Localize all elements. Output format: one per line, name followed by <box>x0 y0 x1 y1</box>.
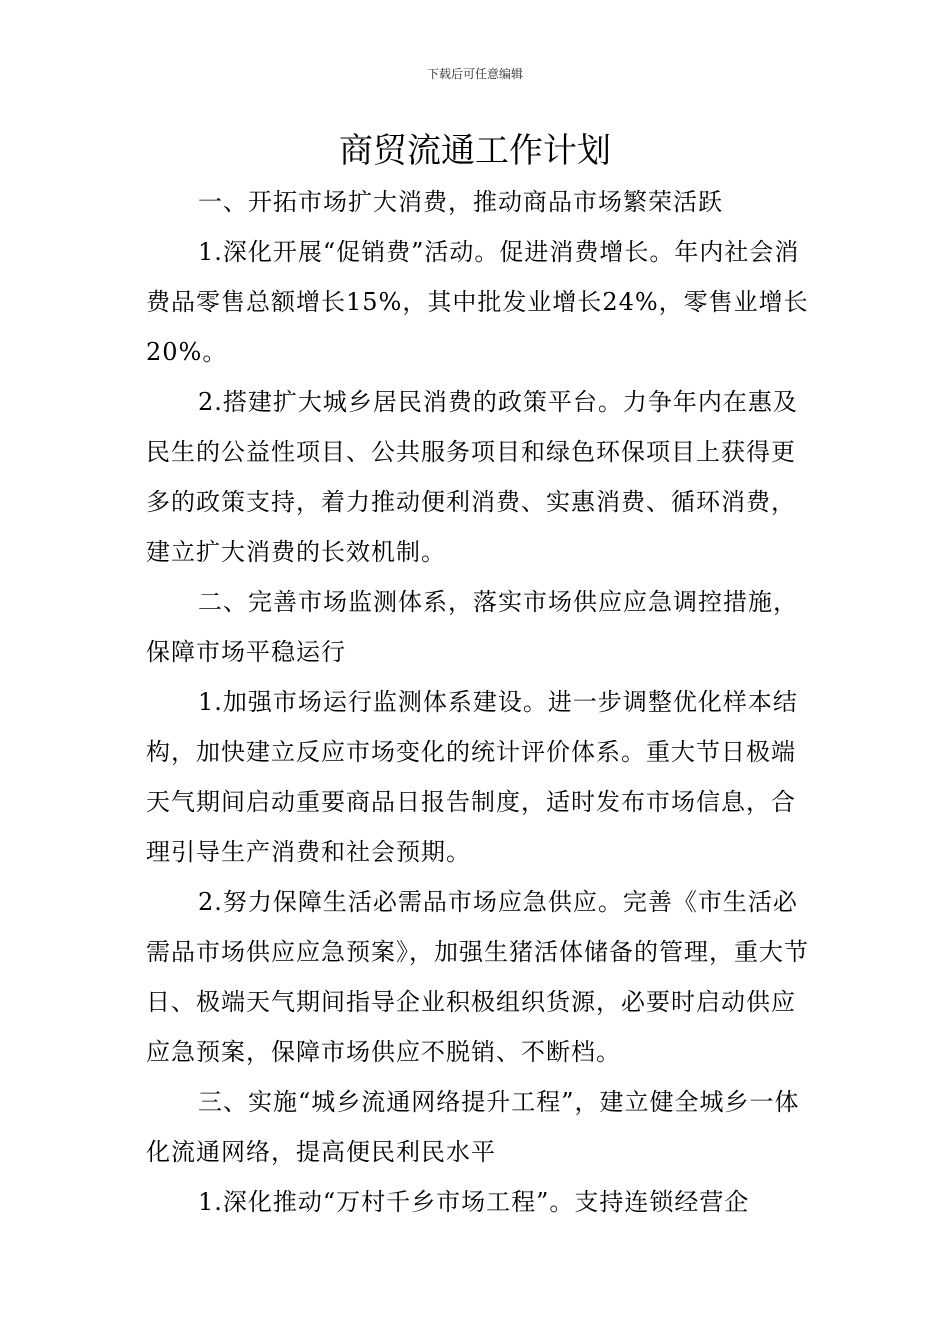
body-paragraph: 1.深化开展“促销费”活动。促进消费增长。年内社会消费品零售总额增长15%，其中批发业增长24%，零售业增长20%。 <box>146 238 809 366</box>
body-paragraph: 2.搭建扩大城乡居民消费的政策平台。力争年内在惠及民生的公益性项目、公共服务项目和绿色环保项目上获得更多的政策支持，着力推动便利消费、实惠消费、循环消费，建立扩大消费的长效机制。 <box>146 388 798 566</box>
body-paragraph: 2.努力保障生活必需品市场应急供应。完善《市生活必需品市场供应应急预案》，加强生猪活体储备的管理，重大节日、极端天气期间指导企业积极组织货源，必要时启动供应应急预案，保障市场供应不脱销、不断档。 <box>146 888 809 1066</box>
header-note: 下载后可任意编辑 <box>426 67 523 81</box>
section-heading-2: 二、完善市场监测体系，落实市场供应应急调控措施，保障市场平稳运行 <box>146 588 798 666</box>
document-body <box>146 177 810 1227</box>
body-paragraph: 1.加强市场运行监测体系建设。进一步调整优化样本结构，加快建立反应市场变化的统计评价体系。重大节日极端天气期间启动重要商品日报告制度，适时发布市场信息，合理引导生产消费和社会预期。 <box>146 688 798 866</box>
section-heading-3: 三、实施“城乡流通网络提升工程”，建立健全城乡一体化流通网络，提高便民利民水平 <box>146 1088 800 1166</box>
document-title: 商贸流通工作计划 <box>339 131 611 171</box>
body-paragraph: 1.深化推动“万村千乡市场工程”。支持连锁经营企 <box>198 1188 750 1216</box>
section-heading-1: 一、开拓市场扩大消费，推动商品市场繁荣活跃 <box>198 188 723 216</box>
